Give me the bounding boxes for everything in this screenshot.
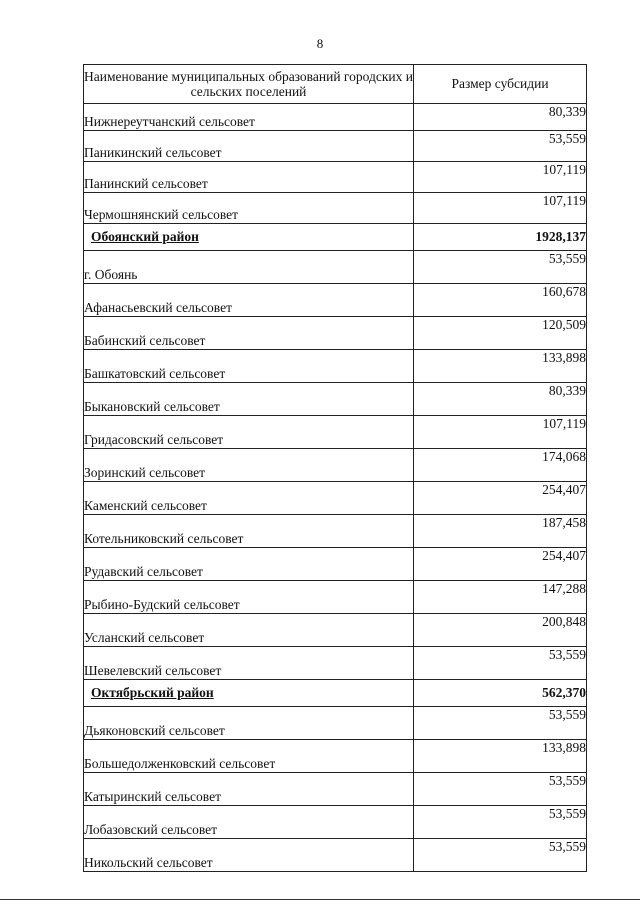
municipality-name: Котельниковский сельсовет [84,515,414,548]
municipality-name: Рыбино-Будский сельсовет [84,581,414,614]
municipality-name: Паникинский сельсовет [84,131,414,162]
municipality-name: Шевелевский сельсовет [84,647,414,680]
subsidy-amount: 107,119 [414,162,587,193]
subsidy-amount: 120,509 [414,317,587,350]
subsidy-amount: 53,559 [414,839,587,872]
table-row [84,647,587,680]
page-bottom-rule [0,899,640,900]
table-row [84,482,587,515]
subsidy-amount: 133,898 [414,740,587,773]
table-row [84,581,587,614]
municipality-name: Никольский сельсовет [84,839,414,872]
subsidy-amount: 200,848 [414,614,587,647]
subsidy-amount: 160,678 [414,284,587,317]
table-row [84,416,587,449]
subsidy-amount: 53,559 [414,251,587,284]
municipality-name: Гридасовский сельсовет [84,416,414,449]
table-row [84,839,587,872]
subsidy-amount: 133,898 [414,350,587,383]
table-body [84,104,587,872]
subsidy-amount: 53,559 [414,806,587,839]
subsidy-amount: 254,407 [414,548,587,581]
municipality-name: Зоринский сельсовет [84,449,414,482]
subsidy-amount: 147,288 [414,581,587,614]
subsidy-amount: 53,559 [414,773,587,806]
table-row [84,317,587,350]
subsidy-amount: 107,119 [414,193,587,224]
district-row [84,224,587,251]
header-municipality-name: Наименование муниципальных образований городских и сельских поселений [84,65,414,104]
subsidy-amount: 254,407 [414,482,587,515]
table-row [84,806,587,839]
subsidy-amount: 187,458 [414,515,587,548]
municipality-name: г. Обоянь [84,251,414,284]
table-row [84,515,587,548]
municipality-name: Чермошнянский сельсовет [84,193,414,224]
table-row [84,350,587,383]
subsidy-amount: 80,339 [414,104,587,131]
table-row [84,104,587,131]
table-row [84,193,587,224]
subsidy-amount: 53,559 [414,647,587,680]
subsidy-amount: 53,559 [414,131,587,162]
municipality-name: Лобазовский сельсовет [84,806,414,839]
municipality-name: Башкатовский сельсовет [84,350,414,383]
table-row [84,740,587,773]
table-row [84,284,587,317]
table-row [84,383,587,416]
municipality-name: Каменский сельсовет [84,482,414,515]
municipality-name: Быкановский сельсовет [84,383,414,416]
table-row [84,707,587,740]
table-row [84,614,587,647]
municipality-name: Рудавский сельсовет [84,548,414,581]
municipality-name: Бабинский сельсовет [84,317,414,350]
municipality-name: Катыринский сельсовет [84,773,414,806]
page-number: 8 [316,36,324,51]
subsidy-amount: 53,559 [414,707,587,740]
district-name: Октябрьский район [84,680,414,707]
district-subsidy-total: 1928,137 [414,224,587,251]
district-row [84,680,587,707]
district-name: Обоянский район [84,224,414,251]
table-row [84,131,587,162]
municipality-name: Афанасьевский сельсовет [84,284,414,317]
municipality-name: Дьяконовский сельсовет [84,707,414,740]
subsidy-amount: 174,068 [414,449,587,482]
table-header-row [84,65,587,104]
table-row [84,773,587,806]
municipality-name: Панинский сельсовет [84,162,414,193]
subsidy-amount: 107,119 [414,416,587,449]
header-subsidy-amount: Размер субсидии [414,65,587,104]
table-row [84,449,587,482]
table-row [84,251,587,284]
subsidy-table [83,64,587,872]
subsidy-amount: 80,339 [414,383,587,416]
district-subsidy-total: 562,370 [414,680,587,707]
municipality-name: Нижнереутчанский сельсовет [84,104,414,131]
municipality-name: Усланский сельсовет [84,614,414,647]
table-row [84,548,587,581]
table-row [84,162,587,193]
municipality-name: Большедолженковский сельсовет [84,740,414,773]
